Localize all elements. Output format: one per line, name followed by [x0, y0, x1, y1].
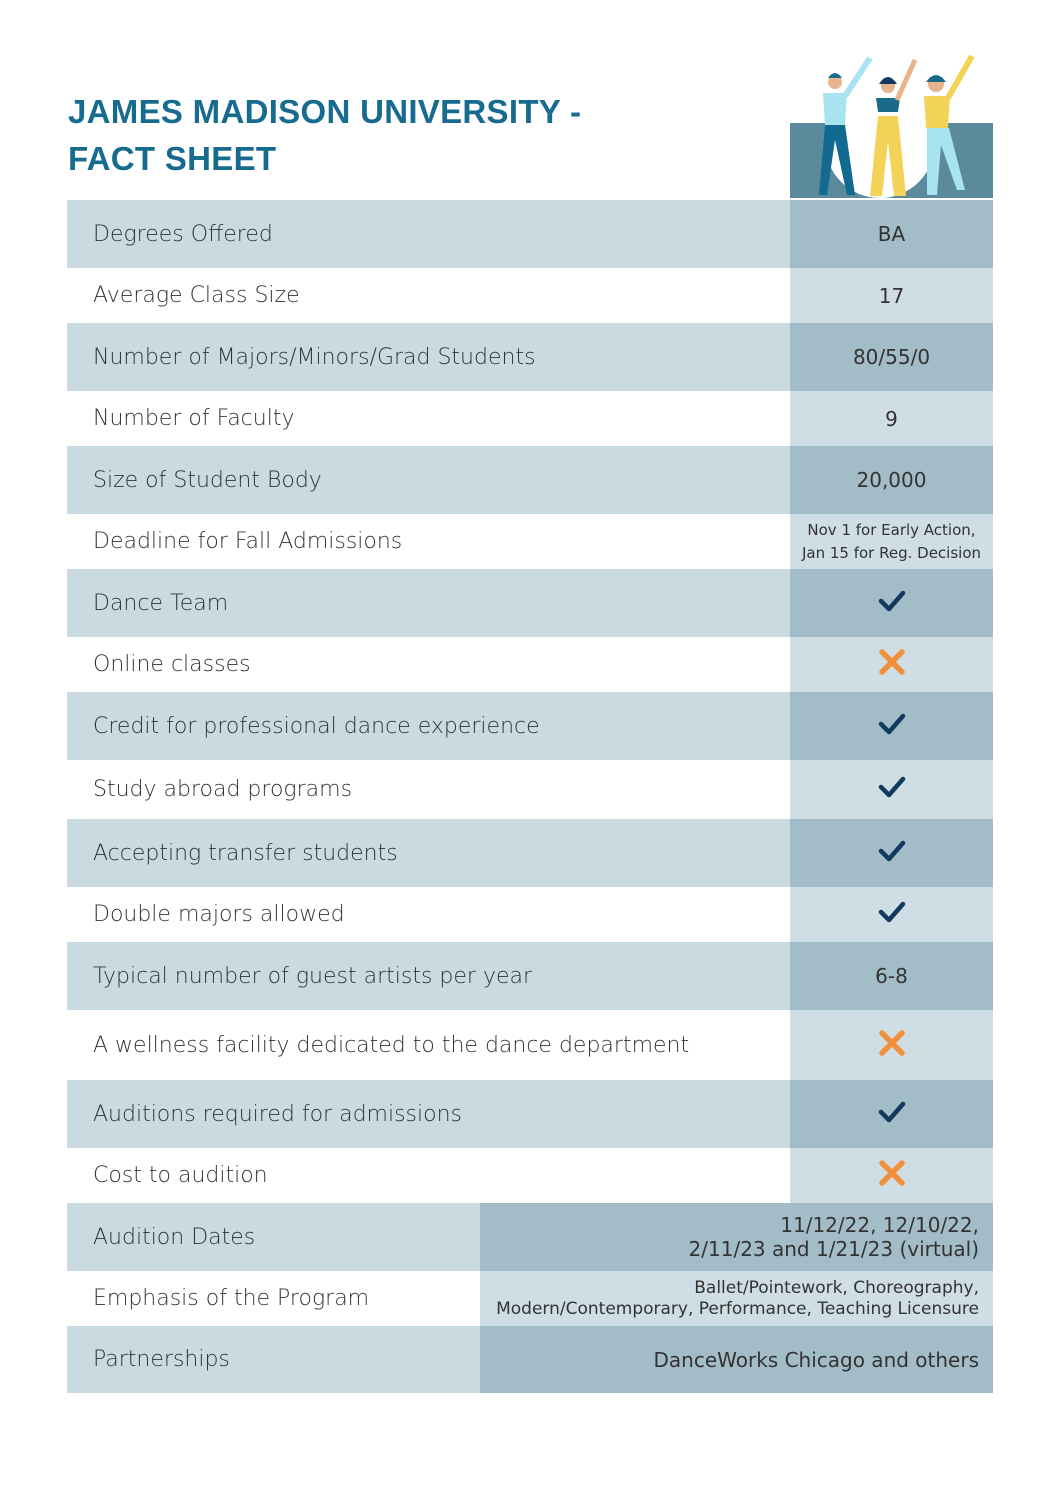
row-label: Accepting transfer students: [67, 819, 816, 887]
row-label: Auditions required for admissions: [67, 1080, 816, 1148]
check-icon: [878, 775, 906, 804]
cross-icon: [877, 1028, 907, 1063]
row-label: Dance Team: [67, 569, 816, 637]
row-value: [790, 637, 993, 692]
title-line-1: JAMES MADISON UNIVERSITY -: [68, 93, 582, 130]
row-label: Number of Faculty: [67, 391, 816, 446]
row-label: Partnerships: [67, 1326, 506, 1393]
dancers-illustration: [790, 48, 993, 200]
row-value: [790, 819, 993, 887]
row-label: Cost to audition: [67, 1148, 816, 1203]
row-label: Audition Dates: [67, 1203, 506, 1271]
title-line-2: FACT SHEET: [68, 140, 277, 177]
row-value-text: 17: [878, 283, 905, 308]
row-value: [790, 1148, 993, 1203]
row-value-text: 9: [885, 406, 898, 431]
row-label: Emphasis of the Program: [67, 1271, 506, 1326]
table-row: [67, 760, 993, 819]
row-value-text: 11/12/22, 12/10/22, 2/11/23 and 1/21/23 (virtual): [688, 1213, 979, 1261]
row-value-text: Nov 1 for Early Action, Jan 15 for Reg. Decision: [801, 520, 982, 562]
table-row: [67, 514, 993, 569]
row-value: [790, 692, 993, 760]
row-value-text: DanceWorks Chicago and others: [653, 1347, 979, 1372]
table-row: [67, 819, 993, 887]
check-icon: [878, 839, 906, 868]
row-value: [480, 1271, 993, 1326]
table-row: [67, 391, 993, 446]
table-row: [67, 887, 993, 942]
row-value: [790, 514, 993, 569]
row-label: Typical number of guest artists per year: [67, 942, 816, 1010]
row-label: Online classes: [67, 637, 816, 692]
table-row: [67, 1080, 993, 1148]
table-row: [67, 200, 993, 268]
page-title: [68, 88, 581, 182]
table-row: [67, 1326, 993, 1393]
row-value: [790, 391, 993, 446]
table-row: [67, 637, 993, 692]
row-label: Deadline for Fall Admissions: [67, 514, 816, 569]
row-label: Average Class Size: [67, 268, 816, 323]
row-value: [790, 887, 993, 942]
table-row: [67, 323, 993, 391]
table-row: [67, 692, 993, 760]
cross-icon: [877, 1158, 907, 1193]
table-row: [67, 1010, 993, 1080]
table-row: [67, 268, 993, 323]
row-value: [790, 323, 993, 391]
table-row: [67, 1148, 993, 1203]
row-value: [480, 1203, 993, 1271]
table-row: [67, 942, 993, 1010]
check-icon: [878, 900, 906, 929]
check-icon: [878, 712, 906, 741]
row-value: [790, 1080, 993, 1148]
row-value: [790, 446, 993, 514]
row-label: Number of Majors/Minors/Grad Students: [67, 323, 816, 391]
row-value-text: 20,000: [856, 468, 927, 492]
row-value-text: 80/55/0: [852, 345, 931, 369]
row-value: [790, 1010, 993, 1080]
row-value: [790, 942, 993, 1010]
row-value-text: BA: [877, 222, 906, 246]
row-value: [480, 1326, 993, 1393]
row-label: Degrees Offered: [67, 200, 816, 268]
cross-icon: [877, 647, 907, 682]
row-value: [790, 569, 993, 637]
row-value: [790, 760, 993, 819]
table-row: [67, 569, 993, 637]
row-label: A wellness facility dedicated to the dance department: [67, 1010, 816, 1080]
row-label: Double majors allowed: [67, 887, 816, 942]
row-value: [790, 268, 993, 323]
check-icon: [878, 589, 906, 618]
row-value: [790, 200, 993, 268]
table-row: [67, 1203, 993, 1271]
table-row: [67, 1271, 993, 1326]
row-value-text: Ballet/Pointework, Choreography, Modern/Contemporary, Performance, Teaching Licensure: [496, 1277, 979, 1319]
row-label: Study abroad programs: [67, 760, 816, 819]
row-label: Credit for professional dance experience: [67, 692, 816, 760]
check-icon: [878, 1100, 906, 1129]
row-label: Size of Student Body: [67, 446, 816, 514]
row-value-text: 6-8: [875, 964, 908, 988]
table-row: [67, 446, 993, 514]
